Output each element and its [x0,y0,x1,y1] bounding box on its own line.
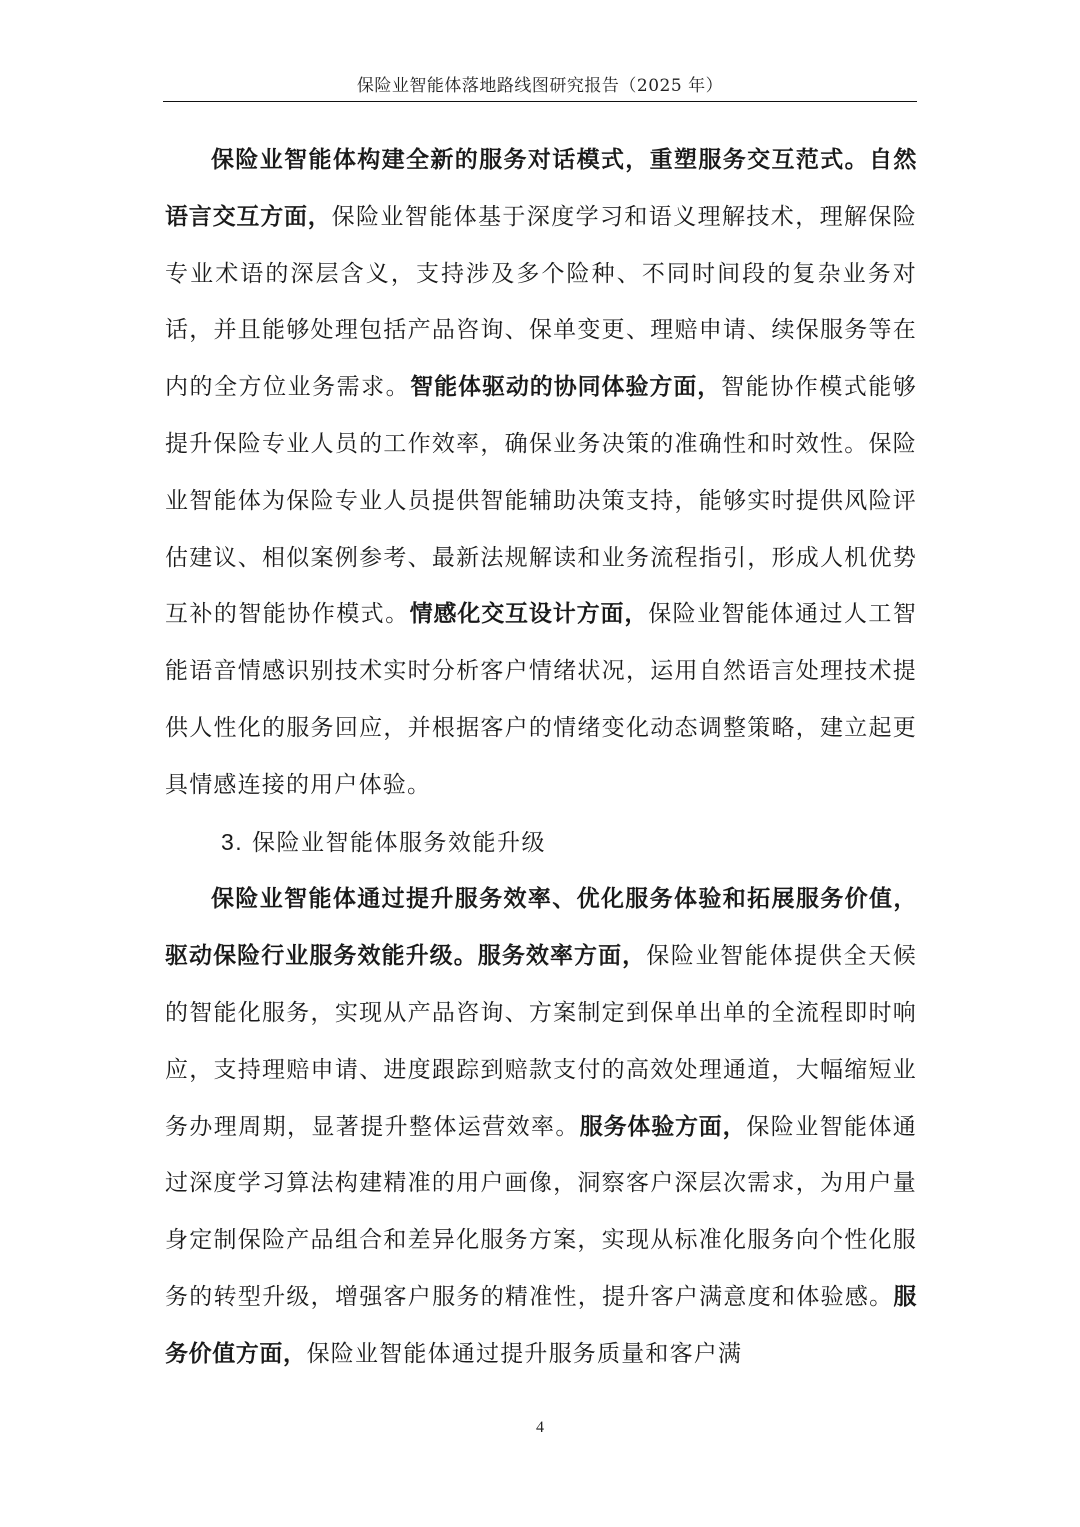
paragraph-lead: 保险业智能体构建全新的服务对话模式，重塑服务交互范式。 [211,147,870,173]
paragraph-service-efficiency [165,871,917,1382]
paragraph-text: 保险业智能体通过深度学习算法构建精准的用户画像，洞察客户深层次需求，为用户量身定制保险产品组合和差异化服务方案，实现从标准化服务向个性化服务的转型升级，增强客户服务的精准性，提升客户满意度和体验感。 [165,1113,918,1310]
header-rule [163,101,917,102]
subtopic-heading: 智能体驱动的协同体验方面， [410,374,722,401]
running-header: 保险业智能体落地路线图研究报告（2025 年） [356,76,724,96]
subtopic-heading: 自然语言交互方面， [165,147,918,230]
paragraph-lead: 保险业智能体通过提升服务效率、优化服务体验和拓展服务价值，驱动保险行业服务效能升级。 [165,886,917,970]
subtopic-heading: 服务效率方面， [477,943,647,970]
page-number: 4 [536,1419,544,1436]
paragraph-text: 保险业智能体提供全天候的智能化服务，实现从产品咨询、方案制定到保单出单的全流程即时响应，支持理赔申请、进度跟踪到赔款支付的高效处理通道，大幅缩短业务办理周期，显著提升整体运营效率。 [165,943,917,1140]
section-title: 保险业智能体服务效能升级 [252,829,546,856]
paragraph-service-dialogue [165,132,917,814]
paragraph-text: 保险业智能体通过人工智能语音情感识别技术实时分析客户情绪状况，运用自然语言处理技术提供人性化的服务回应，并根据客户的情绪变化动态调整策略，建立起更具情感连接的用户体验。 [165,601,918,798]
paragraph-text: 保险业智能体通过提升服务质量和客户满 [306,1340,743,1367]
subtopic-heading: 服务体验方面， [579,1113,747,1140]
section-heading [165,814,917,872]
paragraph-text: 智能协作模式能够提升保险专业人员的工作效率，确保业务决策的准确性和时效性。保险业智能体为保险专业人员提供智能辅助决策支持，能够实时提供风险评估建议、相似案例参考、最新法规解读和业务流程指引，形成人机优势互补的智能协作模式。 [165,374,917,628]
paragraph-text: 保险业智能体基于深度学习和语义理解技术，理解保险专业术语的深层含义，支持涉及多个险种、不同时间段的复杂业务对话，并且能够处理包括产品咨询、保单变更、理赔申请、续保服务等在内的全方位业务需求。 [165,203,917,401]
subtopic-heading: 情感化交互设计方面， [409,601,649,628]
section-number: 3. [221,828,244,855]
body-text [165,132,917,1383]
subtopic-heading: 服务价值方面， [165,1283,917,1367]
